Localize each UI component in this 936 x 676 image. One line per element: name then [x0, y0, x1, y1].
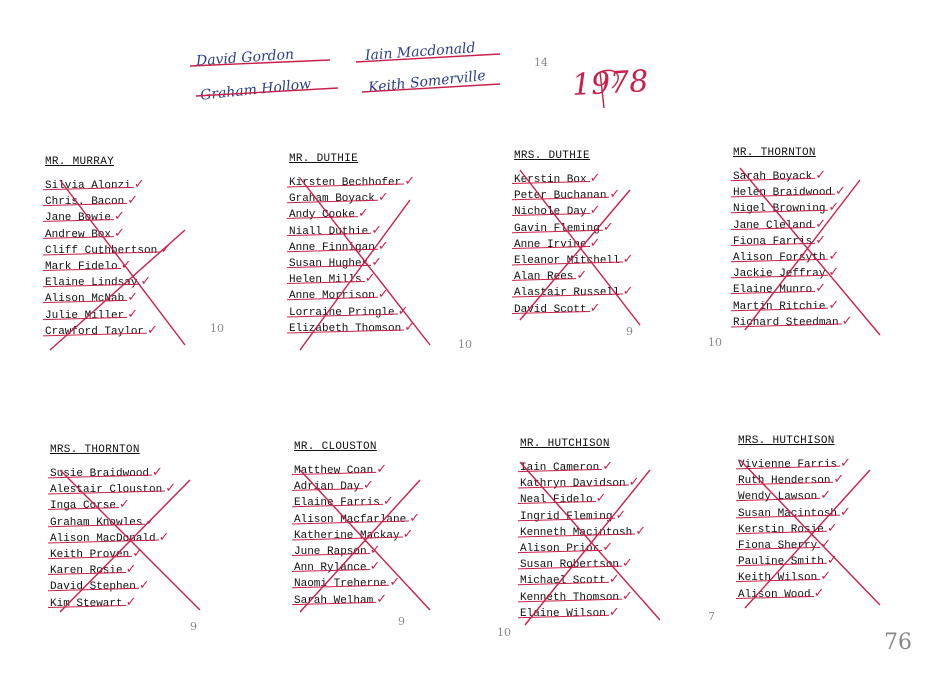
count-mrs-thornton: 9 [190, 620, 197, 633]
student-name [45, 209, 171, 225]
student-name-text: Katherine Mackay [294, 529, 400, 542]
student-name-text: Karen Rosie [50, 565, 123, 578]
tick-mark-icon: ✓ [813, 585, 825, 601]
student-name [294, 478, 420, 494]
student-name [514, 236, 634, 252]
tick-mark-icon: ✓ [409, 510, 421, 526]
student-name [294, 494, 420, 510]
tick-mark-icon: ✓ [622, 556, 633, 572]
student-name [294, 511, 420, 527]
student-name [514, 220, 634, 236]
student-name-text: Alison McNab [45, 293, 125, 306]
student-name-text: Elaine Munro [733, 284, 813, 297]
student-name [45, 290, 171, 306]
student-name-text: Alison Forsyth [733, 251, 826, 264]
class-list-mr-clouston [294, 441, 420, 608]
student-name [294, 575, 420, 591]
student-name-text: David Scott [514, 303, 587, 316]
student-name [45, 177, 171, 193]
student-name-text: Alison Wood [738, 588, 811, 601]
student-name [520, 572, 646, 588]
student-name [738, 488, 851, 504]
student-name-text: Sarah Boyack [733, 171, 813, 183]
student-name [738, 553, 851, 569]
student-name-text: Lorraine Pringle [289, 306, 395, 319]
student-name-text: Peter Buchanan [514, 190, 607, 203]
student-name-text: Fiona Farris [733, 235, 813, 248]
student-name [514, 171, 634, 187]
tick-mark-icon: ✓ [840, 504, 851, 520]
count-mrs-hutchison: 7 [708, 610, 715, 623]
student-name-text: Susan Robertson [520, 559, 620, 572]
tick-mark-icon: ✓ [828, 248, 840, 264]
student-name [50, 530, 176, 546]
student-name-text: Matthew Coan [294, 465, 374, 477]
student-name [520, 605, 646, 621]
tick-mark-icon: ✓ [826, 553, 838, 569]
student-name [289, 206, 415, 222]
teacher-heading: MR. DUTHIE [289, 153, 359, 165]
tick-mark-icon: ✓ [820, 536, 832, 552]
class-list-mr-thornton [733, 147, 853, 330]
tick-mark-icon: ✓ [815, 216, 827, 232]
tick-mark-icon: ✓ [589, 203, 601, 219]
tick-mark-icon: ✓ [152, 465, 163, 480]
tick-mark-icon: ✓ [147, 322, 158, 338]
student-name-text: Chris. Bacon [45, 196, 125, 209]
tick-mark-icon: ✓ [120, 257, 132, 273]
student-name [45, 307, 171, 323]
tick-mark-icon: ✓ [595, 491, 607, 507]
student-name [733, 281, 853, 297]
student-name [733, 314, 853, 330]
student-name [50, 595, 176, 611]
class-list-mr-hutchison [520, 438, 646, 621]
tick-mark-icon: ✓ [377, 190, 389, 206]
tick-mark-icon: ✓ [371, 254, 383, 270]
count-mr-thornton: 10 [708, 336, 722, 349]
student-name-text: Michael Scott [520, 575, 606, 588]
tick-mark-icon: ✓ [165, 481, 177, 497]
tick-mark-icon: ✓ [138, 578, 150, 594]
class-list-mrs-duthie [514, 150, 634, 317]
student-name-text: Ann Rylance [294, 562, 367, 575]
tick-mark-icon: ✓ [820, 488, 832, 504]
tick-mark-icon: ✓ [127, 290, 139, 306]
tick-mark-icon: ✓ [114, 225, 125, 241]
student-name [294, 527, 420, 543]
count-mr-clouston: 9 [398, 615, 405, 628]
student-name-text: Kathryn Davidson [520, 478, 626, 491]
student-name [50, 465, 176, 481]
tick-mark-icon: ✓ [608, 572, 620, 588]
student-name [514, 203, 634, 219]
student-name-text: Naomi Treherne [294, 578, 387, 591]
student-name-text: Susie Braidwood [50, 468, 150, 480]
student-name-text: Kirsten Bechhofer [289, 177, 402, 189]
student-name-text: Kerstin Rosie [738, 523, 824, 536]
tick-mark-icon: ✓ [397, 303, 409, 319]
tick-mark-icon: ✓ [589, 235, 601, 251]
tick-mark-icon: ✓ [622, 588, 633, 604]
teacher-heading: MRS. DUTHIE [514, 150, 590, 162]
student-name [289, 255, 415, 271]
student-name [520, 491, 646, 507]
student-name-text: Keith Wilson [738, 572, 818, 585]
student-name [289, 287, 415, 303]
student-name [733, 233, 853, 249]
student-name [45, 226, 171, 242]
tick-mark-icon: ✓ [132, 545, 144, 561]
tick-mark-icon: ✓ [615, 507, 627, 523]
tick-mark-icon: ✓ [127, 306, 139, 322]
count-mr-hutchison: 10 [497, 626, 511, 639]
tick-mark-icon: ✓ [377, 287, 389, 303]
student-name [738, 521, 851, 537]
tick-mark-icon: ✓ [119, 497, 130, 513]
tick-mark-icon: ✓ [608, 604, 620, 620]
student-name [45, 193, 171, 209]
student-name-text: Jane Cleland [733, 219, 813, 232]
tick-mark-icon: ✓ [815, 232, 827, 248]
student-name [294, 543, 420, 559]
student-name [289, 174, 415, 190]
student-name [514, 284, 634, 300]
student-name [738, 537, 851, 553]
student-name-text: Kerstin Box [514, 174, 587, 186]
student-name-text: Graham Boyack [289, 193, 375, 206]
tick-mark-icon: ✓ [133, 177, 145, 192]
tick-mark-icon: ✓ [369, 559, 381, 575]
student-name [45, 242, 171, 258]
student-name [294, 559, 420, 575]
student-name-text: Iain Cameron [520, 462, 600, 474]
student-name-text: Vivienne Farris [738, 459, 838, 471]
student-name [50, 578, 176, 594]
tick-mark-icon: ✓ [622, 284, 634, 300]
teacher-heading: MR. HUTCHISON [520, 438, 610, 450]
student-name-text: Ingrid Fleming [520, 510, 613, 523]
tick-mark-icon: ✓ [127, 193, 139, 209]
student-name-text: Richard Steedman [733, 316, 839, 329]
student-name [45, 323, 171, 339]
tick-mark-icon: ✓ [377, 238, 389, 254]
student-name [738, 472, 851, 488]
student-name-text: Ruth Henderson [738, 475, 831, 488]
student-name-text: Andrew Box [45, 228, 112, 241]
student-name [50, 546, 176, 562]
tick-mark-icon: ✓ [635, 523, 647, 539]
student-name [738, 505, 851, 521]
student-name-text: Inga Corse [50, 500, 117, 513]
count-mr-murray: 10 [210, 322, 224, 335]
teacher-heading: MR. THORNTON [733, 147, 816, 159]
student-name [738, 569, 851, 585]
student-name-text: Anne Irvine [514, 238, 587, 251]
student-name-text: Elaine Lindsay [45, 277, 138, 290]
year-annotation: 1978 [571, 64, 650, 103]
student-name-text: Fiona Sherry [738, 539, 818, 552]
tick-mark-icon: ✓ [828, 200, 840, 216]
student-name [50, 562, 176, 578]
tick-mark-icon: ✓ [828, 265, 840, 281]
student-name-text: Julie Miller [45, 309, 125, 322]
student-name-text: Nigel Browning [733, 203, 826, 216]
student-name [50, 514, 176, 530]
tick-mark-icon: ✓ [371, 222, 383, 238]
tick-mark-icon: ✓ [114, 209, 125, 225]
tick-mark-icon: ✓ [158, 529, 170, 545]
class-list-mrs-thornton [50, 444, 176, 611]
tick-mark-icon: ✓ [828, 297, 840, 313]
tick-mark-icon: ✓ [602, 219, 614, 235]
student-name-text: Martin Ritchie [733, 300, 826, 313]
student-name [733, 217, 853, 233]
student-name-text: Cliff Cuthbertson [45, 244, 158, 257]
student-name [520, 475, 646, 491]
tick-mark-icon: ✓ [589, 300, 601, 316]
tick-mark-icon: ✓ [125, 594, 137, 610]
student-name-text: June Rapson [294, 545, 367, 558]
student-name-text: Anne Finnigan [289, 241, 375, 254]
student-name-text: Kenneth Macintosh [520, 526, 633, 539]
student-name-text: Graham Knowles [50, 516, 143, 529]
tick-mark-icon: ✓ [363, 478, 374, 494]
student-name [733, 168, 853, 184]
student-name-text: Kim Stewart [50, 597, 123, 610]
student-name-text: Andy Cooke [289, 209, 356, 222]
tick-mark-icon: ✓ [835, 184, 846, 200]
tick-mark-icon: ✓ [125, 562, 137, 578]
student-name [733, 200, 853, 216]
student-name [289, 239, 415, 255]
student-name-text: Susan Hughes [289, 257, 369, 270]
student-name-text: Silvia Alonzi [45, 180, 131, 192]
teacher-heading: MR. CLOUSTON [294, 441, 377, 453]
tick-mark-icon: ✓ [376, 462, 388, 477]
teacher-heading: MRS. HUTCHISON [738, 435, 835, 447]
signature-2: Graham Hollow [199, 76, 312, 104]
tick-mark-icon: ✓ [841, 313, 853, 329]
class-list-mr-murray [45, 156, 171, 339]
class-list-mrs-hutchison [738, 435, 851, 602]
student-name [520, 589, 646, 605]
tick-mark-icon: ✓ [402, 526, 414, 542]
student-name-text: Jane Bowie [45, 212, 112, 225]
tick-mark-icon: ✓ [382, 494, 394, 510]
student-name-text: Alison MacDonald [50, 532, 156, 545]
student-name [520, 540, 646, 556]
student-name-text: Elizabeth Thomson [289, 322, 402, 335]
student-name-text: Helen Mills [289, 274, 362, 287]
tick-mark-icon: ✓ [815, 168, 827, 183]
tick-mark-icon: ✓ [160, 241, 172, 257]
tick-mark-icon: ✓ [622, 251, 634, 267]
student-name-text: Wendy Lawson [738, 491, 818, 504]
student-name-text: Crawford Taylor [45, 325, 145, 338]
student-name-text: Pauline Smith [738, 556, 824, 569]
student-name [294, 592, 420, 608]
student-name [520, 459, 646, 475]
tick-mark-icon: ✓ [840, 456, 851, 471]
pencil-note: 14 [534, 56, 548, 69]
student-name [520, 524, 646, 540]
student-name [514, 187, 634, 203]
signature-1: David Gordon [195, 46, 295, 70]
student-name [289, 304, 415, 320]
student-name-text: Alison Macfarlane [294, 513, 407, 526]
student-name-text: Jackie Jeffray [733, 268, 826, 281]
student-name-text: Keith Proven [50, 548, 130, 561]
student-name [514, 268, 634, 284]
tick-mark-icon: ✓ [833, 472, 845, 488]
student-name [733, 249, 853, 265]
student-name-text: Susan Macintosh [738, 507, 838, 520]
tick-mark-icon: ✓ [140, 274, 152, 290]
student-name-text: Neal Fidelo [520, 494, 593, 507]
student-name [289, 223, 415, 239]
student-name [289, 271, 415, 287]
page-number: 76 [884, 630, 912, 655]
tick-mark-icon: ✓ [364, 271, 376, 287]
student-name [733, 298, 853, 314]
student-name [738, 586, 851, 602]
student-name-text: Alison Prior [520, 542, 600, 555]
student-name-text: Kenneth Thomson [520, 591, 620, 604]
student-name [733, 184, 853, 200]
tick-mark-icon: ✓ [145, 513, 157, 529]
count-mrs-duthie: 9 [626, 325, 633, 338]
tick-mark-icon: ✓ [602, 459, 614, 474]
tick-mark-icon: ✓ [602, 539, 614, 555]
student-name-text: Alestair Clouston [50, 484, 163, 497]
student-name-text: David Stephen [50, 581, 136, 594]
student-name [520, 556, 646, 572]
student-name-text: Alastair Russell [514, 287, 620, 300]
student-name [50, 481, 176, 497]
signature-3: Iain Macdonald [364, 40, 476, 64]
student-name [45, 258, 171, 274]
tick-mark-icon: ✓ [404, 174, 416, 189]
student-name-text: Sarah Welham [294, 594, 374, 607]
tick-mark-icon: ✓ [628, 475, 640, 491]
tick-mark-icon: ✓ [369, 542, 381, 558]
student-name-text: Eleanor Mitchell [514, 254, 620, 267]
student-name-text: Mark Fidelo [45, 260, 118, 273]
tick-mark-icon: ✓ [376, 591, 388, 607]
student-name [733, 265, 853, 281]
student-name-text: Adrian Day [294, 481, 361, 494]
signature-4: Keith Somerville [367, 67, 487, 97]
tick-mark-icon: ✓ [826, 520, 838, 536]
student-name [50, 497, 176, 513]
teacher-heading: MR. MURRAY [45, 156, 115, 168]
tick-mark-icon: ✓ [815, 281, 827, 297]
student-name [514, 252, 634, 268]
tick-mark-icon: ✓ [589, 171, 601, 186]
tick-mark-icon: ✓ [609, 187, 621, 203]
count-mr-duthie: 10 [458, 338, 472, 351]
student-name-text: Elaine Farris [294, 497, 380, 510]
student-name [289, 320, 415, 336]
student-name-text: Nichole Day [514, 206, 587, 219]
student-name [738, 456, 851, 472]
student-name-text: Elaine Wilson [520, 607, 606, 620]
student-name [289, 190, 415, 206]
student-name [514, 301, 634, 317]
tick-mark-icon: ✓ [576, 268, 588, 284]
teacher-heading: MRS. THORNTON [50, 444, 140, 456]
student-name-text: Alan Rees [514, 271, 574, 284]
student-name [45, 274, 171, 290]
student-name-text: Gavin Fleming [514, 222, 600, 235]
student-name [294, 462, 420, 478]
student-name-text: Helen Braidwood [733, 187, 833, 200]
student-name [520, 508, 646, 524]
student-name-text: Anne Morrison [289, 290, 375, 303]
student-name-text: Niall Duthie [289, 225, 369, 238]
class-list-mr-duthie [289, 153, 415, 336]
tick-mark-icon: ✓ [358, 206, 369, 222]
tick-mark-icon: ✓ [820, 569, 832, 585]
tick-mark-icon: ✓ [389, 575, 401, 591]
tick-mark-icon: ✓ [404, 319, 416, 335]
